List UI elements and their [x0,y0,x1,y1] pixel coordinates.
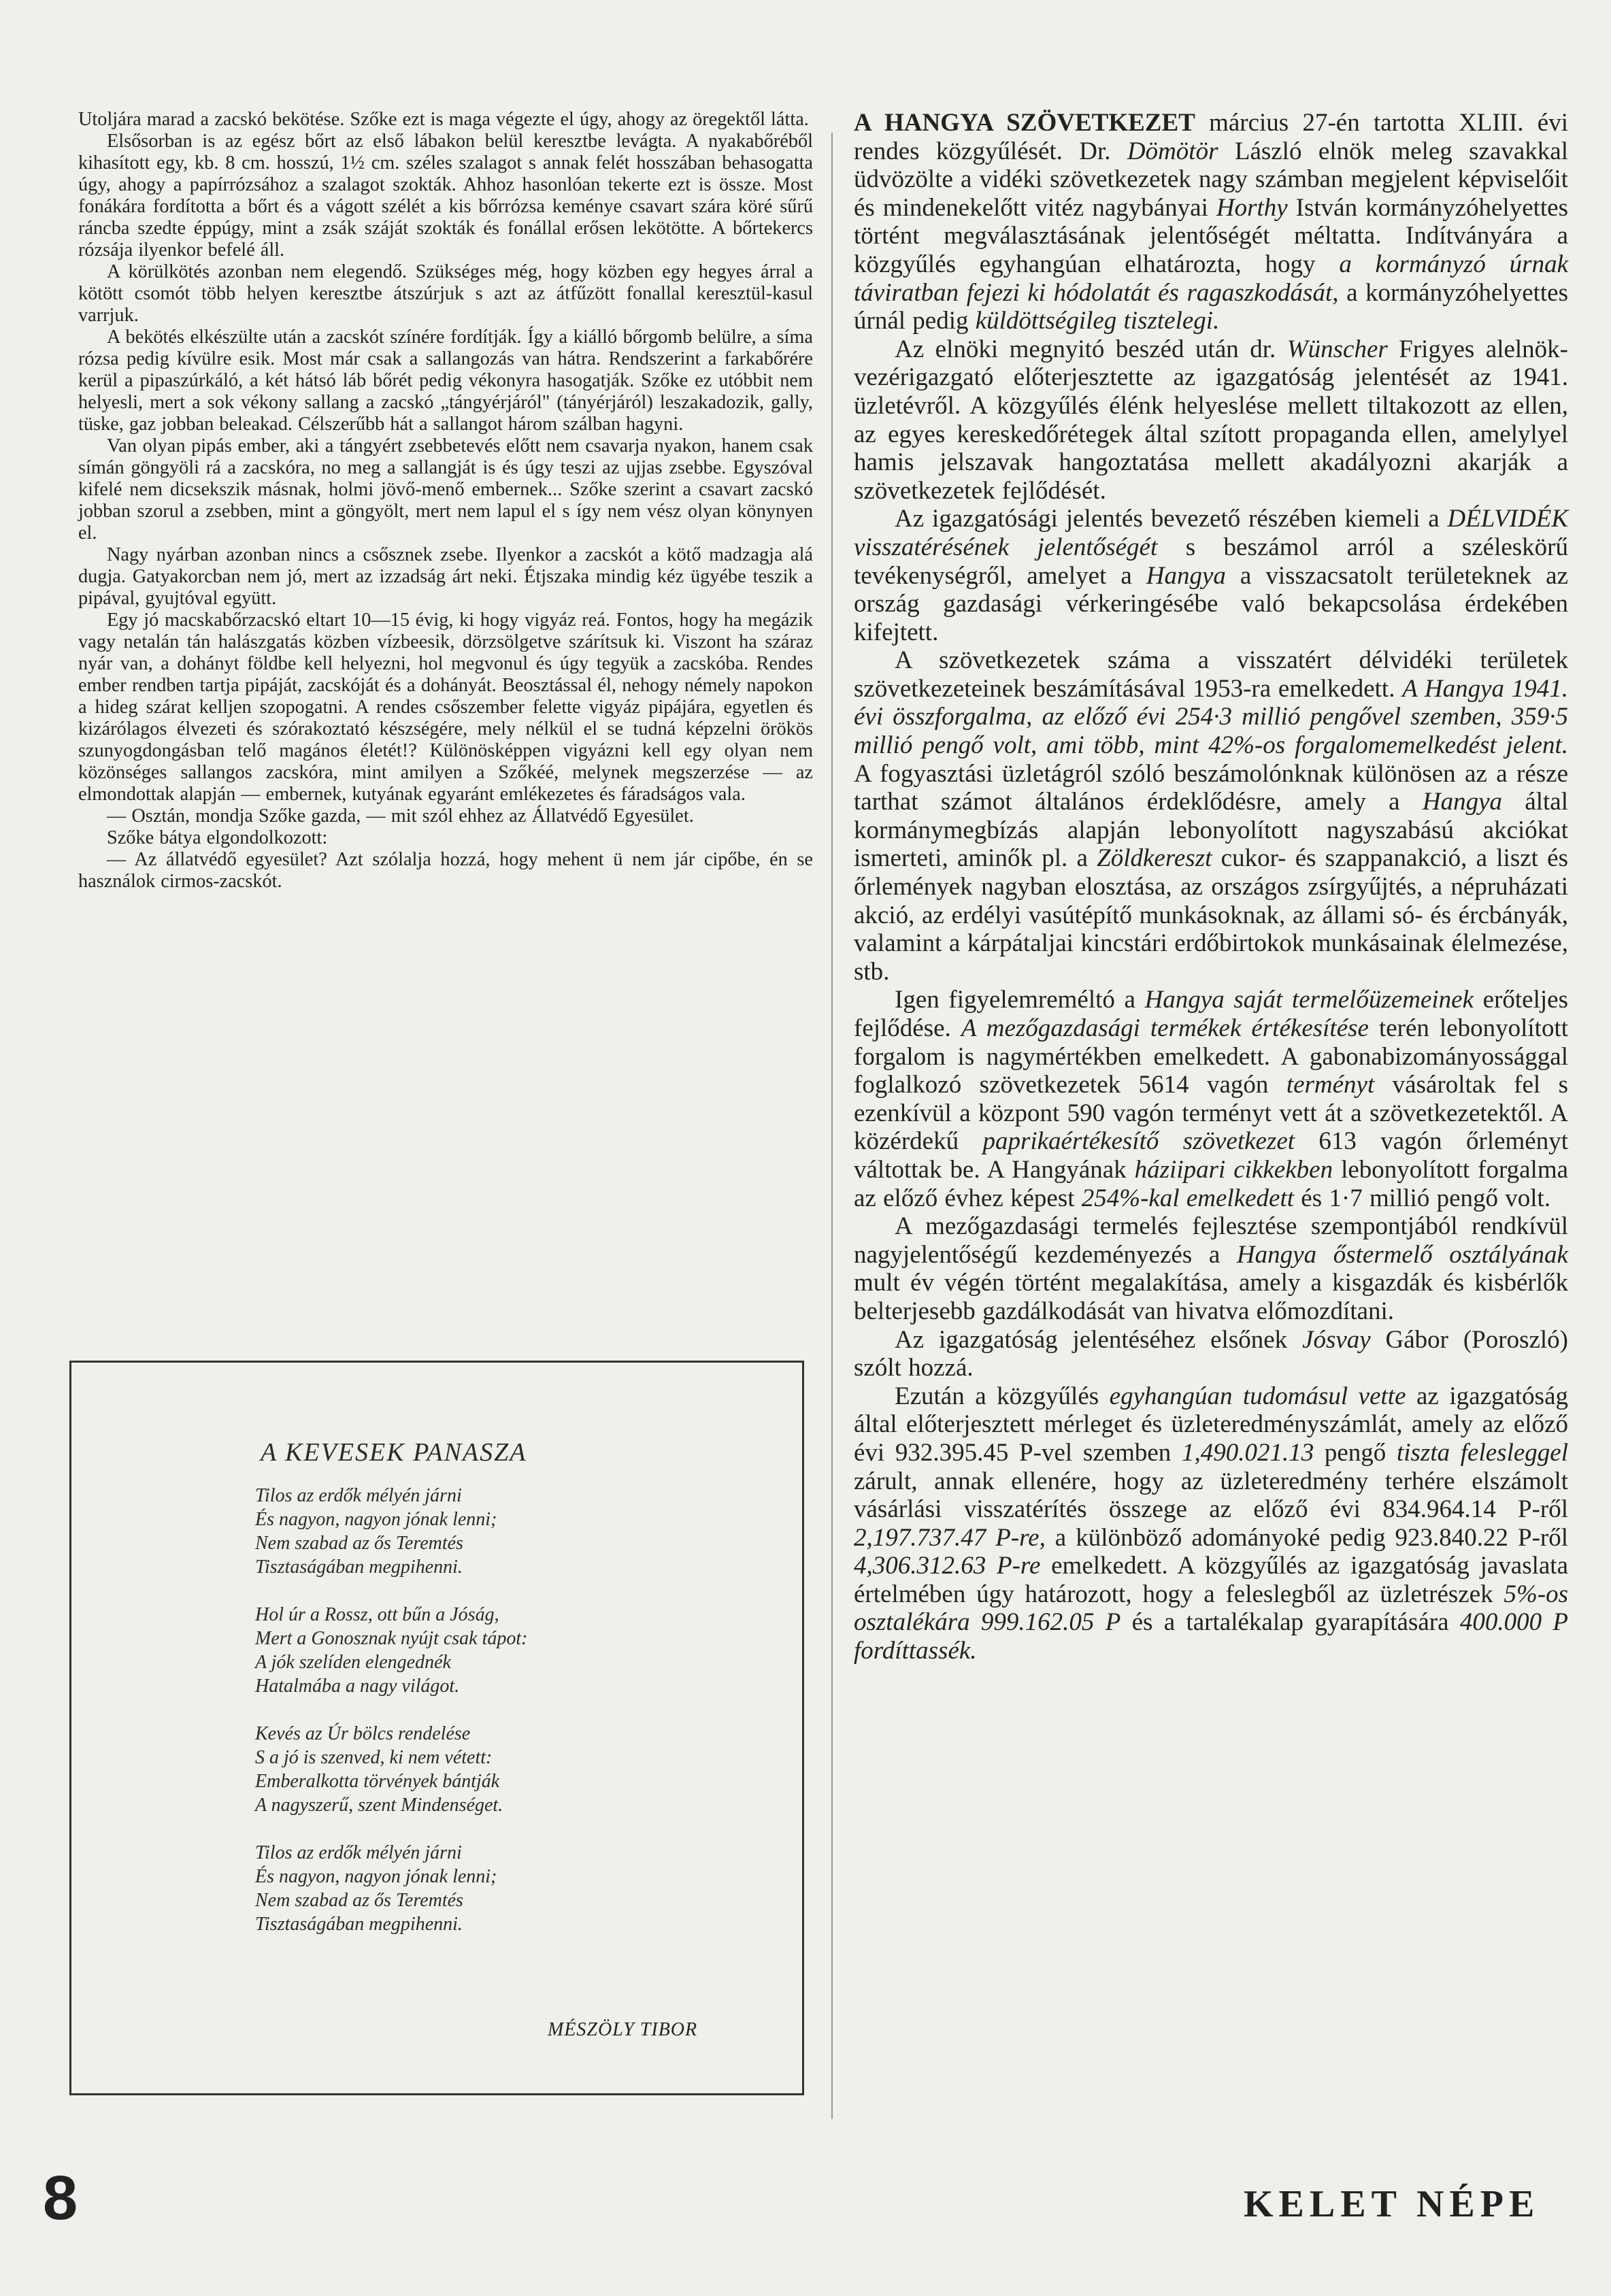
text-span: a visszacsatolt területeknek az ország gazdasági vérkeringésébe való bekapcsolása érdekében kifejtett. [854,561,1569,646]
italic-span: 4,306.312.63 P-re [854,1552,1041,1580]
poem-author: MÉSZÖLY TIBOR [548,2019,698,2040]
italic-span: 2,197.737.47 P-re, [854,1523,1046,1552]
italic-span: tiszta felesleggel [1396,1438,1568,1467]
text-span: A szövetkezetek száma a visszatért délvidéki területek szövetkezeteinek beszámításával 1953-ra emelkedett. [854,646,1568,703]
text-span: által kormánymegbízás alapján lebonyolított nagyszabású akciókat ismerteti, aminők pl. a [854,788,1569,873]
italic-span: A mezőgazdasági termékek értékesítése [961,1014,1369,1042]
text-span: és 1·7 millió pengő volt. [1294,1184,1551,1212]
text-span: Az igazgatóság jelentéséhez elsőnek [895,1325,1303,1354]
poem-line: Tisztaságában megpihenni. [255,1914,463,1935]
italic-span: küldöttségileg tisztelegi. [975,307,1220,335]
text-span: terén lebonyolított forgalom is nagymértékben emelkedett. A gabonabizományossággal foglalkozó szövetkezetek 5614 vagón [854,1014,1569,1099]
poem-line: Nem szabad az ős Teremtés [255,1890,463,1911]
text-span: zárult, annak ellenére, hogy az üzleteredmény terhére elszámolt vásárlási visszatérítés összege az előző évi 834.964.14 P-ről [854,1467,1568,1524]
italic-span: a kormányzó úrnak táviratban fejezi ki hódolatát és ragaszkodását, [854,250,1568,307]
text-span: s beszámol arról a széleskörű tevékenységről, amelyet a [854,533,1569,590]
paragraph: Elsősorban is az egész bőrt az első lábakon belül keresztbe levágta. A nyakabőréből kihasított egy, kb. 8 cm. hosszú, 1½ cm. széles szalagot s annak felét hosszában behasogatta úgy, ahogy a papírrózsához a szalagot szokták. Ahhoz hasonlóan tekerte ezt is össze. Most fonákára fordította a bőrt és a vágott szélét a kis bőrrózsa keménye csavart szára köré sűrű ráncba szedte éppúgy, mint a zsák száját szokták és fonállal erősen lekötötte. A bőrtekercs rózsája ilyenkor befelé áll. [78,131,813,261]
poem-title: A KEVESEK PANASZA [261,1438,527,1467]
article-left-column [78,109,813,893]
paragraph [854,505,1568,646]
poem-line: Emberalkotta törvények bántják [255,1771,500,1792]
poem-line: A jók szelíden elengednék [255,1652,451,1673]
italic-span: 254%-kal emelkedett [1081,1184,1295,1212]
text-span: lebonyolított forgalma az előző évhez képest [854,1155,1569,1212]
magazine-title: KELET NÉPE [1244,2183,1540,2225]
poem-line: Hatalmába a nagy világot. [255,1676,460,1697]
column-divider [831,133,833,2119]
poem-line: Hol úr a Rossz, ott bűn a Jóság, [255,1604,499,1625]
paragraph: Szőke bátya elgondolkozott: [107,827,328,848]
italic-span: paprikaértékesítő szövetkezet [982,1127,1295,1156]
poem-stanza [255,1603,745,1698]
text-span: emelkedett. A közgyűlés az igazgatóság javaslata értelmében úgy határozott, hogy a feleslegből az üzletrészek [854,1552,1569,1608]
italic-span: 5%-os osztalékára 999.162.05 P [854,1580,1568,1637]
text-span: Az igazgatósági jelentés bevezető részében kiemeli a [895,505,1448,533]
text-span: vásároltak fel s ezenkívül a központ 590 vagón terményt vett át a szövetkezetektől. A közérdekű [854,1071,1568,1156]
text-span: Igen figyelemreméltó a [895,986,1145,1014]
paragraph: — Osztán, mondja Szőke gazda, — mit szól ehhez az Állatvédő Egyesület. [107,805,694,827]
paragraph [854,1212,1568,1325]
paragraph: A körülkötés azonban nem elegendő. Szükséges még, hogy közben egy hegyes árral a kötött csomót több helyen keresztbe átszúrjuk s azt az átfűzött fonallal keresztül-kasul varrjuk. [78,261,813,326]
italic-span: 400.000 P fordíttassék. [854,1608,1568,1665]
italic-span: Horthy [1216,193,1288,222]
text-span: cukor- és szappanakció, a liszt és őrlemények nagyban elosztása, az országos zsírgyűjtés, a népruházati akció, az erdélyi vasútépítő munkásoknak, az állami só- és ércbányák, valamint a kárpátaljai kincstári erdőbirtokok munkásainak élelmezése, stb. [854,844,1568,986]
poem-stanza [255,1722,745,1817]
paragraph [854,109,1568,335]
poem-line: Tilos az erdők mélyén járni [255,1485,462,1506]
page-number: 8 [43,2163,78,2233]
text-span: a különböző adományoké pedig 923.840.22 P-ről [1045,1523,1569,1552]
italic-span: Hangya saját termelőüzemeinek [1144,986,1474,1014]
poem-line: És nagyon, nagyon jónak lenni; [255,1509,497,1530]
text-span: pengő [1314,1438,1397,1467]
poem-line: Kevés az Úr bölcs rendelése [255,1723,471,1744]
poem-line: Nem szabad az ős Teremtés [255,1533,463,1554]
poem-stanza [255,1841,745,1936]
text-span: március 27-én tartotta XLIII. évi rendes közgyűlését. Dr. [854,109,1568,165]
text-span: László elnök meleg szavakkal üdvözölte a vidéki szövetkezetek nagy számban megjelent képviselőit és mindenekelőtt vitéz nagybányai [854,137,1568,222]
text-span: erőteljes fejlődése. [854,986,1568,1042]
paragraph: A bekötés elkészülte után a zacskót színére fordítják. Így a kiálló bőrgomb belülre, a síma rózsa pedig kívülre esik. Most már csak a sallangozás van hátra. Rendszerint a farkabőrére kerül a pipaszúrkáló, a két hátsó láb bőrét pedig vékonyra hasogatják. Szőke ez utóbbit nem helyesli, mert a sok vékony sallang a zacskó „tángyérjáról" (tányérjáról) leszakadozik, gally, tüske, gaz jobban beleakad. Célszerűbb hát a sallangot három szálban hagyni. [78,327,813,435]
italic-span: Hangya őstermelő osztályának [1236,1240,1568,1269]
paragraph: — Az állatvédő egyesület? Azt szólalja hozzá, hogy mehent ü nem jár cipőbe, én se használok cirmos-zacskót. [78,849,813,892]
poem-box [69,1361,804,2095]
italic-span: Wünscher [1286,335,1388,363]
text-span: az igazgatóság által előterjesztett mérleget és üzleteredményszámlát, amely az előző évi 932.395.45 P-vel szemben [854,1382,1568,1467]
italic-span: terményt [1286,1071,1375,1099]
italic-span: háziipari cikkekben [1134,1155,1333,1184]
paragraph [854,986,1568,1212]
article-lead-title: A HANGYA SZÖVETKEZET [854,109,1195,137]
italic-span: Hangya [1146,561,1226,590]
italic-span: Jósvay [1302,1325,1371,1354]
text-span: A mezőgazdasági termelés fejlesztése szempontjából rendkívül nagyjelentőségű kezdeményezés a [854,1212,1568,1269]
text-span: Ezután a közgyűlés [895,1382,1110,1410]
paragraph: Egy jó macskabőrzacskó eltart 10—15 évig, ki hogy vigyáz reá. Fontos, hogy ha megázik vagy netalán tán halászgatás közben vízbeesik, dörzsölgetve szárítsuk ki. Viszont ha száraz nyár van, a dohányt földbe kell helyezni, hol megvonul és úgy tegyük a zacskóba. Rendes ember rendben tartja pipáját, zacskóját és a dohányát. Beosztással él, nehogy némely napokon a hideg szárat kelljen szopogatni. A rendes csőszember felette vigyáz pipájára, egyetlen és kizárólagos élvezeti és szórakoztató készségére, mely nélkül el se tudná képzelni örökös szunyogdongásban telő magános életét!? Különösképpen vigyázni kell egy olyan nem közönséges sallangos zacskóra, mint amilyen a Szőkéé, melynek megszerzése — az elmondottak alapján — embernek, kutyának egyaránt emlékezetes és fáradságos vala. [78,610,813,805]
text-span: 613 vagón őrleményt váltottak be. A Hangyának [854,1127,1569,1184]
text-span: Frigyes alelnök-vezérigazgató előterjesztette az igazgatóság jelentését az 1941. üzletévről. A közgyűlés élénk helyeslése mellett tiltakozott az ellen, az egyes kereskedőrétegek által szított propaganda ellen, amelylyel hamis jelszavak hangoztatása mellett akadályozni akarják a szövetkezetek fejlődését. [854,335,1568,505]
poem-line: Tisztaságában megpihenni. [255,1557,463,1578]
poem-line: Mert a Gonosznak nyújt csak tápot: [255,1628,528,1649]
poem-body [255,1438,745,1960]
paragraph [854,1382,1568,1665]
text-span: István kormányzóhelyettes történt megválasztásának jelentőségét méltatta. Indítványára a közgyűlés egyhangúan elhatározta, hogy [854,193,1568,278]
text-span: Gábor (Poroszló) szólt hozzá. [854,1325,1569,1382]
paragraph [854,646,1568,986]
poem-line: És nagyon, nagyon jónak lenni; [255,1866,497,1887]
text-span: a kormányzóhelyettes úrnál pedig [854,278,1569,335]
italic-span: egyhangúan tudomásul vette [1109,1382,1406,1410]
italic-span: DÉLVIDÉK visszatérésének jelentőségét [854,505,1568,561]
article-right-column [854,109,1568,1665]
text-span: és a tartalékalap gyarapítására [1120,1608,1460,1637]
italic-span: 1,490.021.13 [1181,1438,1314,1467]
paragraph [854,1326,1568,1382]
poem-line: A nagyszerű, szent Mindenséget. [255,1795,503,1816]
italic-span: Hangya [1422,788,1502,816]
paragraph: Van olyan pipás ember, aki a tángyért zsebbetevés előtt nem csavarja nyakon, hanem csak símán göngyöli rá a zacskóra, no meg a sallangját is és úgy teszi az ujjas zsebbe. Egyszóval kifelé nem dicsekszik másnak, holmi jövő-menő embernek... Szőke szerint a csavart zacskó jobban szorul a zsebben, mint a göngyölt, mert nem lapul el s így nem vész olyan könynyen el. [78,435,813,544]
poem-line: S a jó is szenved, ki nem vétett: [255,1747,493,1768]
poem-stanza [255,1484,745,1579]
text-span: mult év végén történt megalakítása, amely a kisgazdák és kisbérlők belterjesebb gazdálkodását van hivatva előmozdítani. [854,1269,1568,1325]
paragraph: Utoljára marad a zacskó bekötése. Szőke ezt is maga végezte el úgy, ahogy az öregektől látta. [78,109,809,130]
italic-span: Zöldkereszt [1097,844,1212,873]
poem-line: Tilos az erdők mélyén járni [255,1842,462,1863]
paragraph [854,335,1568,505]
text-span: A fogyasztási üzletágról szóló beszámolónknak különösen az a része tarthat számot általános érdeklődésre, amely a [854,759,1568,816]
paragraph: Nagy nyárban azonban nincs a csősznek zsebe. Ilyenkor a zacskót a kötő madzagja alá dugja. Gatyakorcban nem jó, mert az izzadság árt neki. Étjszaka mindig kéz ügyébe teszik a pipával, gyujtóval együtt. [78,544,813,609]
text-span: Az elnöki megnyitó beszéd után dr. [895,335,1287,363]
italic-span: Dömötör [1127,137,1218,165]
italic-span: A Hangya 1941. évi összforgalma, az előző évi 254·3 millió pengővel szemben, 359·5 millió pengő volt, ami több, mint 42%-os forgalomemelkedést jelent. [854,674,1568,760]
